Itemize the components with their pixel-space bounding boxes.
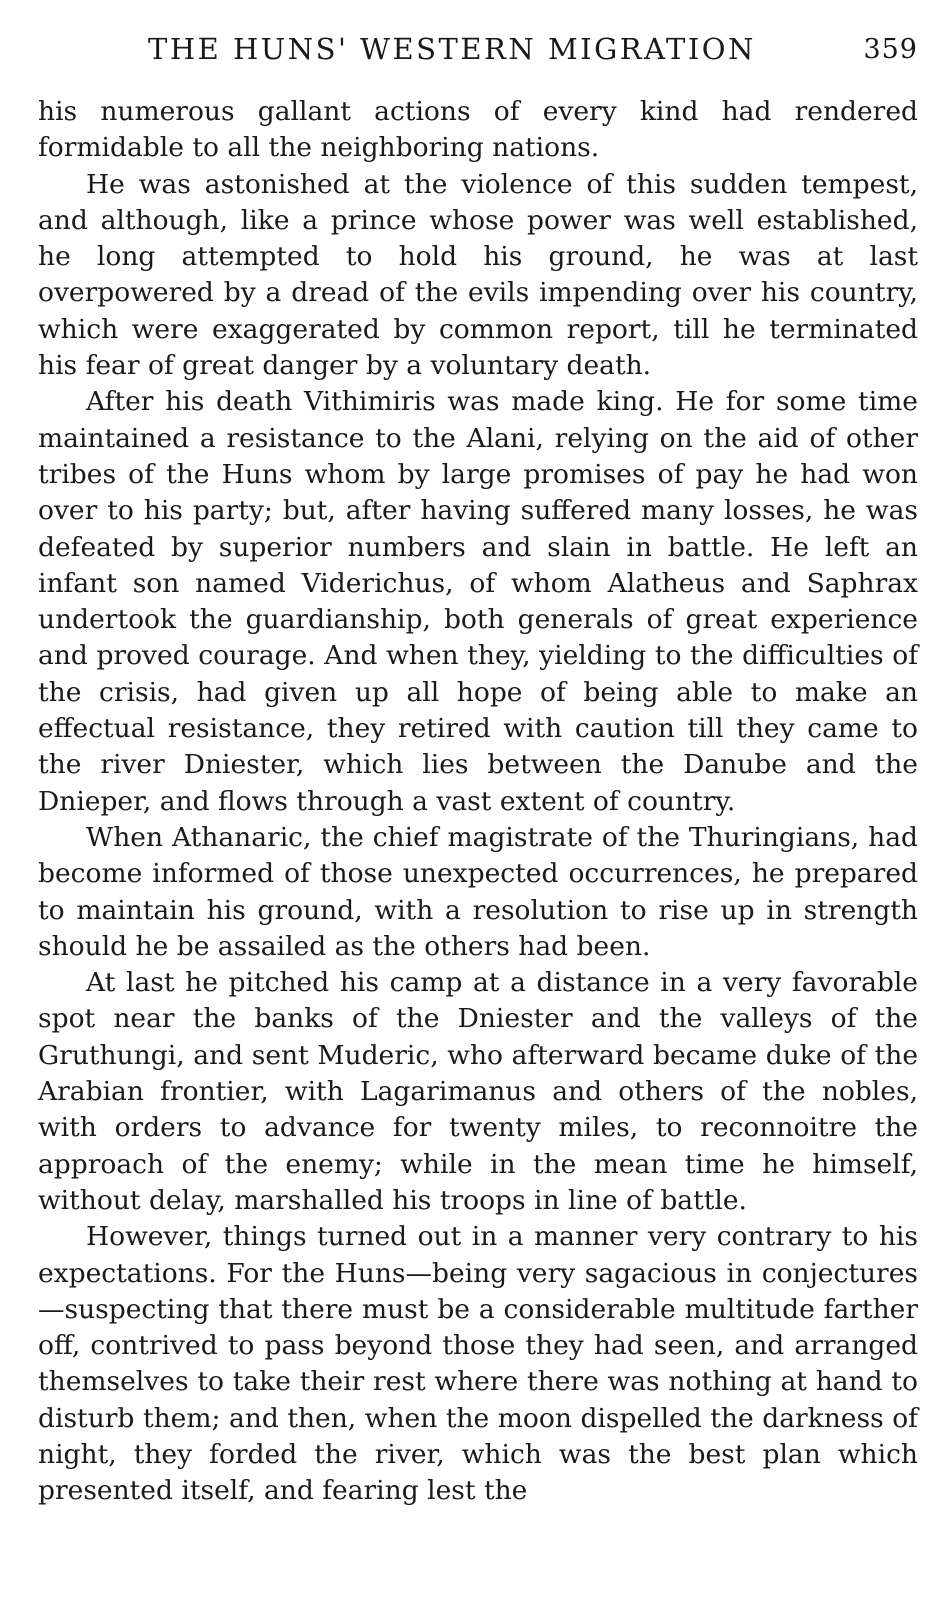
paragraph: At last he pitched his camp at a distance in a very favorable spot near the banks of the Dniester and the valleys of the Gruthungi, and sent Muderic, who afterward became duke of the Arabian frontier, with Lagarimanus and others of the nobles, with orders to advance for twenty miles, to reconnoitre the approach of the enemy; while in the mean time he himself, without delay, marshalled his troops in line of battle. bbox=[38, 967, 918, 1216]
paragraph: However, things turned out in a manner very contrary to his expectations. For the Huns—being very sagacious in conjectures—suspecting that there must be a considerable multitude farther off, contrived to pass beyond those they had seen, and arranged themselves to take their rest where there was nothing at hand to disturb them; and then, when the moon dispelled the darkness of night, they forded the river, which was the best plan which presented itself, and fearing lest the bbox=[38, 1221, 918, 1507]
paragraph: He was astonished at the violence of this sudden tempest, and although, like a prince whose power was well established, he long attempted to hold his ground, he was at last overpowered by a dread of the evils impending over his country, which were exaggerated by common report, till he terminated his fear of great danger by a voluntary death. bbox=[38, 168, 918, 382]
page-number: 359 bbox=[863, 34, 918, 65]
paragraph: After his death Vithimiris was made king. He for some time maintained a resistance to the Alani, relying on the aid of other tribes of the Huns whom by large promises of pay he had won over to his party; but, after having suffered many losses, he was defeated by superior numbers and slain in battle. He left an infant son named Viderichus, of whom Alatheus and Saphrax undertook the guardianship, both generals of great experience and proved courage. And when they, yielding to the difficulties of the crisis, had given up all hope of being able to make an effectual resistance, they retired with caution till they came to the river Dniester, which lies between the Danube and the Dnieper, and flows through a vast extent of country. bbox=[38, 386, 918, 817]
paragraph-continuation: his numerous gallant actions of every kind had rendered formidable to all the neighboring nations. bbox=[38, 96, 918, 164]
paragraph: When Athanaric, the chief magistrate of the Thuringians, had become informed of those unexpected occurrences, he prepared to maintain his ground, with a resolution to rise up in strength should he be assailed as the others had been. bbox=[38, 821, 918, 962]
running-title: THE HUNS' WESTERN MIGRATION bbox=[148, 32, 756, 66]
running-head bbox=[38, 24, 918, 84]
body-text bbox=[38, 94, 918, 1510]
book-page bbox=[38, 24, 918, 1604]
